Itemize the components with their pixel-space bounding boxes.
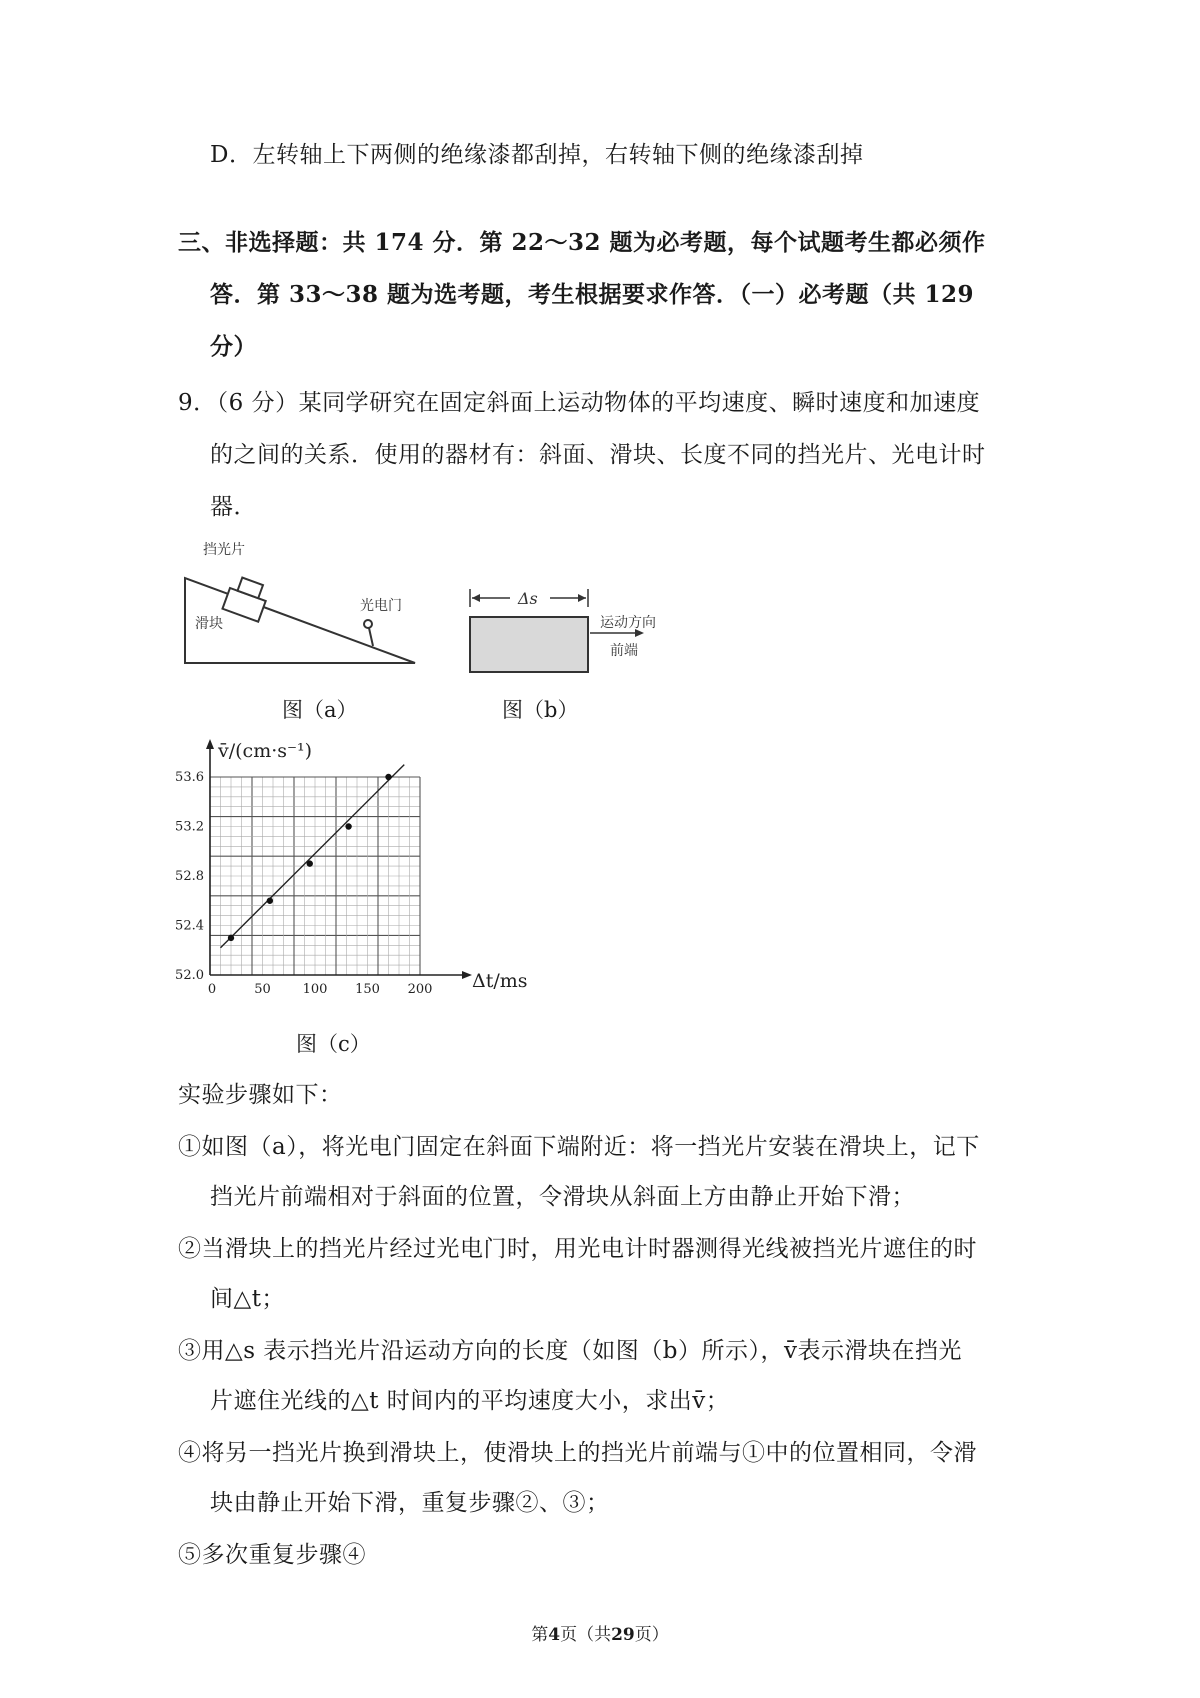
footer-middle: 页（共 (560, 1625, 612, 1645)
question9-line2: 的之间的关系．使用的器材有：斜面、滑块、长度不同的挡光片、光电计时 (210, 442, 986, 468)
page-footer (0, 1620, 1200, 1645)
x-axis-arrow (462, 971, 472, 979)
x-tick-label: 200 (407, 982, 433, 997)
x-tick-label: 100 (302, 982, 328, 997)
option-d: D．左转轴上下两侧的绝缘漆都刮掉，右转轴下侧的绝缘漆刮掉 (210, 142, 864, 168)
section-three-line2: 答．第 33～38 题为选考题，考生根据要求作答．（一）必考题（共 129 (210, 281, 975, 308)
step3-line1: ③用△s 表示挡光片沿运动方向的长度（如图（b）所示），v̄表示滑块在挡光 (178, 1338, 963, 1364)
label-front: 前端 (610, 643, 638, 659)
step3-line2: 片遮住光线的△t 时间内的平均速度大小，求出v̄； (210, 1388, 730, 1414)
y-tick-label: 52.0 (175, 968, 204, 983)
data-point (307, 860, 313, 866)
footer-prefix: 第 (531, 1625, 549, 1645)
step1-line2: 挡光片前端相对于斜面的位置，令滑块从斜面上方由静止开始下滑； (210, 1184, 915, 1210)
slider-block (222, 575, 270, 622)
label-block: 滑块 (195, 616, 223, 632)
x-tick-label: 50 (254, 982, 271, 997)
x-tick-label: 0 (207, 982, 217, 997)
gate-post (369, 628, 373, 646)
step5: ⑤多次重复步骤④ (178, 1542, 366, 1568)
data-point (345, 823, 351, 829)
steps-intro: 实验步骤如下： (178, 1082, 343, 1108)
data-point (228, 935, 234, 941)
figure-c-chart (165, 735, 555, 1015)
figure-b-plate (460, 585, 690, 685)
figure-a-incline (175, 528, 425, 678)
step1-line1: ①如图（a），将光电门固定在斜面下端附近：将一挡光片安装在滑块上，记下 (178, 1134, 980, 1160)
section-three-line3: 分） (210, 333, 257, 360)
label-shade: 挡光片 (203, 542, 245, 558)
label-ds: Δs (518, 589, 538, 608)
section-three-line1: 三、非选择题：共 174 分．第 22～32 题为必考题，每个试题考生都必须作 (178, 229, 986, 256)
footer-page-number: 4 (548, 1625, 561, 1645)
figure-b-caption: 图（b） (502, 698, 579, 722)
label-direction: 运动方向 (600, 615, 656, 631)
step4-line2: 块由静止开始下滑，重复步骤②、③； (210, 1490, 610, 1516)
question9-line3: 器． (210, 494, 257, 520)
y-tick-label: 52.4 (175, 918, 204, 934)
step2-line1: ②当滑块上的挡光片经过光电门时，用光电计时器测得光线被挡光片遮住的时 (178, 1236, 977, 1262)
y-axis-label: v̄/(cm·s⁻¹) (218, 740, 313, 762)
y-tick-label: 52.8 (175, 869, 204, 884)
data-point (267, 898, 273, 904)
question9-line1: 9．（6 分）某同学研究在固定斜面上运动物体的平均速度、瞬时速度和加速度 (178, 390, 981, 416)
y-tick-label: 53.6 (175, 770, 204, 785)
label-gate: 光电门 (360, 598, 402, 614)
plate-rect (470, 617, 588, 672)
x-tick-label: 150 (355, 982, 380, 997)
y-axis-arrow (206, 739, 214, 749)
y-tick-label: 53.2 (175, 819, 204, 835)
footer-suffix: 页） (634, 1625, 669, 1645)
figure-c-caption: 图（c） (296, 1032, 371, 1056)
x-axis-label: Δt/ms (472, 970, 528, 992)
step4-line1: ④将另一挡光片换到滑块上，使滑块上的挡光片前端与①中的位置相同，令滑 (178, 1440, 977, 1466)
step2-line2: 间△t； (210, 1286, 285, 1312)
photogate-icon (364, 620, 372, 628)
footer-total-pages: 29 (611, 1625, 635, 1645)
figure-a-caption: 图（a） (282, 698, 358, 722)
data-point (385, 774, 391, 780)
